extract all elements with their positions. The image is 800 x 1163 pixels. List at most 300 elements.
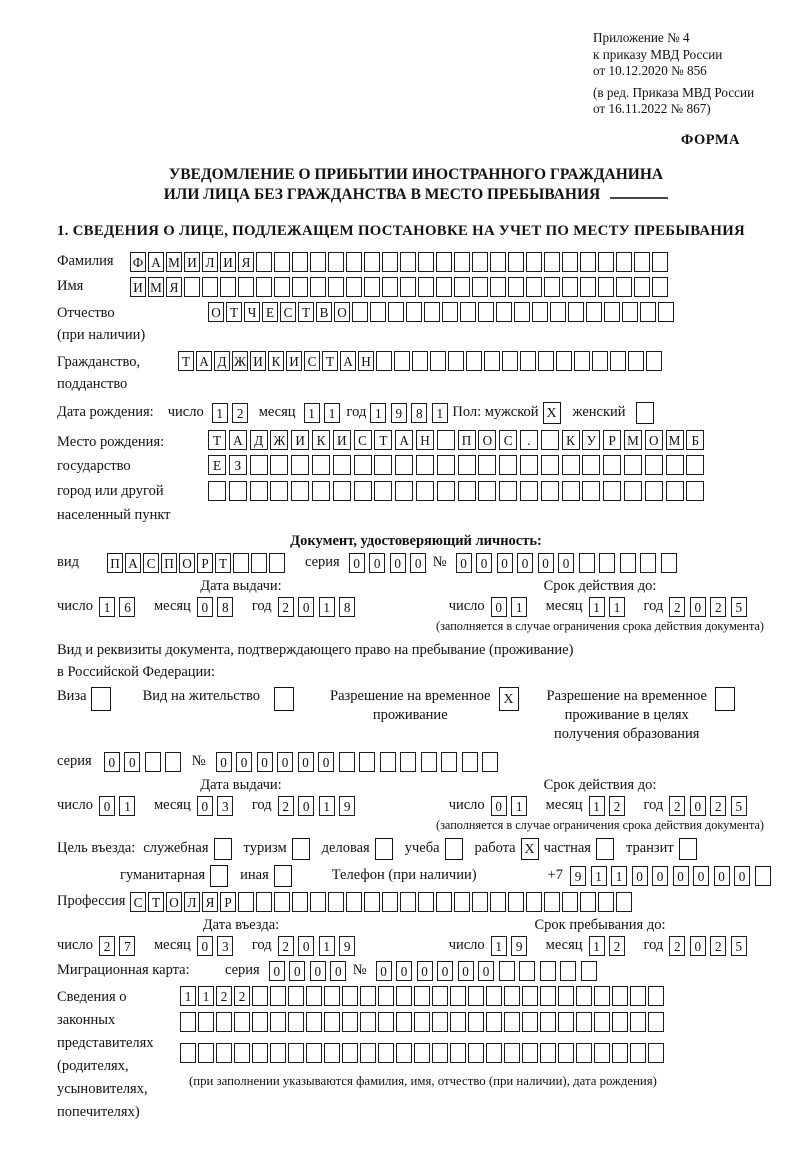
- char-box[interactable]: [628, 351, 644, 371]
- char-box[interactable]: [468, 986, 484, 1006]
- char-box[interactable]: [306, 1043, 322, 1063]
- char-box[interactable]: 0: [298, 752, 314, 772]
- char-box[interactable]: [620, 553, 636, 573]
- char-box[interactable]: Л: [202, 252, 218, 272]
- char-box[interactable]: Т: [374, 430, 392, 450]
- char-box[interactable]: 6: [119, 597, 135, 617]
- char-box[interactable]: Т: [298, 302, 314, 322]
- char-box[interactable]: [540, 986, 556, 1006]
- char-box[interactable]: [504, 1043, 520, 1063]
- char-box[interactable]: 1: [432, 403, 448, 423]
- char-box[interactable]: [292, 892, 308, 912]
- char-box[interactable]: 1: [591, 866, 607, 886]
- char-box[interactable]: [541, 455, 559, 475]
- female-checkbox[interactable]: [636, 402, 654, 424]
- char-box[interactable]: [324, 1012, 340, 1032]
- char-box[interactable]: [180, 1043, 196, 1063]
- char-box[interactable]: 1: [324, 403, 340, 423]
- char-box[interactable]: 0: [538, 553, 554, 573]
- char-box[interactable]: [562, 277, 578, 297]
- char-box[interactable]: [499, 961, 515, 981]
- char-box[interactable]: [624, 481, 642, 501]
- purpose-official-checkbox[interactable]: [214, 838, 232, 860]
- char-box[interactable]: [310, 252, 326, 272]
- char-box[interactable]: [288, 1043, 304, 1063]
- char-box[interactable]: Т: [208, 430, 226, 450]
- char-box[interactable]: [576, 1012, 592, 1032]
- char-box[interactable]: [599, 553, 615, 573]
- char-box[interactable]: [328, 277, 344, 297]
- char-box[interactable]: П: [161, 553, 177, 573]
- char-box[interactable]: 1: [511, 597, 527, 617]
- char-box[interactable]: А: [148, 252, 164, 272]
- char-box[interactable]: [412, 351, 428, 371]
- char-box[interactable]: 1: [511, 796, 527, 816]
- char-box[interactable]: [328, 252, 344, 272]
- char-box[interactable]: [610, 351, 626, 371]
- char-box[interactable]: 8: [217, 597, 233, 617]
- char-box[interactable]: [472, 252, 488, 272]
- char-box[interactable]: О: [208, 302, 224, 322]
- char-box[interactable]: [598, 277, 614, 297]
- char-box[interactable]: [522, 1043, 538, 1063]
- char-box[interactable]: М: [666, 430, 684, 450]
- char-box[interactable]: [458, 481, 476, 501]
- char-box[interactable]: Р: [220, 892, 236, 912]
- char-box[interactable]: [376, 351, 392, 371]
- char-box[interactable]: Т: [178, 351, 194, 371]
- char-box[interactable]: С: [130, 892, 146, 912]
- char-box[interactable]: А: [196, 351, 212, 371]
- char-box[interactable]: [324, 1043, 340, 1063]
- char-box[interactable]: [519, 961, 535, 981]
- char-box[interactable]: [220, 277, 236, 297]
- purpose-work-checkbox[interactable]: X: [521, 838, 539, 860]
- char-box[interactable]: 2: [278, 597, 294, 617]
- char-box[interactable]: [541, 430, 559, 450]
- char-box[interactable]: 2: [609, 796, 625, 816]
- char-box[interactable]: [504, 986, 520, 1006]
- char-box[interactable]: 0: [197, 936, 213, 956]
- char-box[interactable]: [484, 351, 500, 371]
- char-box[interactable]: М: [624, 430, 642, 450]
- char-box[interactable]: [612, 986, 628, 1006]
- char-box[interactable]: [432, 1012, 448, 1032]
- char-box[interactable]: [540, 1043, 556, 1063]
- char-box[interactable]: Ч: [244, 302, 260, 322]
- char-box[interactable]: [252, 1043, 268, 1063]
- char-box[interactable]: 1: [198, 986, 214, 1006]
- char-box[interactable]: [686, 481, 704, 501]
- char-box[interactable]: О: [179, 553, 195, 573]
- char-box[interactable]: [346, 892, 362, 912]
- char-box[interactable]: [292, 277, 308, 297]
- char-box[interactable]: 9: [339, 936, 355, 956]
- char-box[interactable]: [508, 252, 524, 272]
- char-box[interactable]: Ф: [130, 252, 146, 272]
- char-box[interactable]: [359, 752, 375, 772]
- char-box[interactable]: [198, 1043, 214, 1063]
- char-box[interactable]: 1: [180, 986, 196, 1006]
- char-box[interactable]: [400, 277, 416, 297]
- char-box[interactable]: [360, 1012, 376, 1032]
- char-box[interactable]: П: [458, 430, 476, 450]
- char-box[interactable]: [333, 481, 351, 501]
- char-box[interactable]: [634, 277, 650, 297]
- char-box[interactable]: [594, 986, 610, 1006]
- char-box[interactable]: А: [229, 430, 247, 450]
- char-box[interactable]: [436, 277, 452, 297]
- char-box[interactable]: 2: [669, 936, 685, 956]
- char-box[interactable]: [414, 986, 430, 1006]
- char-box[interactable]: 0: [458, 961, 474, 981]
- char-box[interactable]: 0: [491, 597, 507, 617]
- char-box[interactable]: 1: [212, 403, 228, 423]
- char-box[interactable]: И: [291, 430, 309, 450]
- char-box[interactable]: 0: [104, 752, 120, 772]
- char-box[interactable]: [502, 351, 518, 371]
- char-box[interactable]: [582, 481, 600, 501]
- char-box[interactable]: [490, 252, 506, 272]
- char-box[interactable]: 0: [236, 752, 252, 772]
- char-box[interactable]: [624, 455, 642, 475]
- char-box[interactable]: 1: [589, 796, 605, 816]
- char-box[interactable]: [333, 455, 351, 475]
- char-box[interactable]: [432, 1043, 448, 1063]
- char-box[interactable]: Я: [166, 277, 182, 297]
- char-box[interactable]: И: [130, 277, 146, 297]
- char-box[interactable]: 2: [609, 936, 625, 956]
- char-box[interactable]: [598, 892, 614, 912]
- char-box[interactable]: 0: [269, 961, 285, 981]
- char-box[interactable]: 0: [652, 866, 668, 886]
- char-box[interactable]: [562, 892, 578, 912]
- char-box[interactable]: [354, 455, 372, 475]
- char-box[interactable]: 0: [277, 752, 293, 772]
- char-box[interactable]: 9: [511, 936, 527, 956]
- char-box[interactable]: [666, 455, 684, 475]
- char-box[interactable]: [478, 481, 496, 501]
- char-box[interactable]: [198, 1012, 214, 1032]
- char-box[interactable]: Т: [322, 351, 338, 371]
- char-box[interactable]: [603, 481, 621, 501]
- char-box[interactable]: 0: [478, 961, 494, 981]
- char-box[interactable]: [342, 1043, 358, 1063]
- char-box[interactable]: 2: [216, 986, 232, 1006]
- char-box[interactable]: [454, 277, 470, 297]
- char-box[interactable]: Д: [214, 351, 230, 371]
- char-box[interactable]: [454, 892, 470, 912]
- char-box[interactable]: [251, 553, 267, 573]
- char-box[interactable]: [374, 481, 392, 501]
- char-box[interactable]: [291, 455, 309, 475]
- char-box[interactable]: М: [166, 252, 182, 272]
- char-box[interactable]: [562, 252, 578, 272]
- char-box[interactable]: 2: [278, 936, 294, 956]
- char-box[interactable]: [437, 455, 455, 475]
- char-box[interactable]: [604, 302, 620, 322]
- char-box[interactable]: 0: [298, 597, 314, 617]
- char-box[interactable]: [616, 892, 632, 912]
- char-box[interactable]: [339, 752, 355, 772]
- char-box[interactable]: [526, 277, 542, 297]
- char-box[interactable]: [352, 302, 368, 322]
- char-box[interactable]: 9: [570, 866, 586, 886]
- char-box[interactable]: [312, 481, 330, 501]
- char-box[interactable]: И: [333, 430, 351, 450]
- purpose-study-checkbox[interactable]: [445, 838, 463, 860]
- char-box[interactable]: А: [395, 430, 413, 450]
- char-box[interactable]: [562, 455, 580, 475]
- char-box[interactable]: [374, 455, 392, 475]
- char-box[interactable]: [496, 302, 512, 322]
- char-box[interactable]: [594, 1043, 610, 1063]
- char-box[interactable]: [378, 1043, 394, 1063]
- char-box[interactable]: И: [184, 252, 200, 272]
- char-box[interactable]: [645, 481, 663, 501]
- char-box[interactable]: [396, 1012, 412, 1032]
- char-box[interactable]: [592, 351, 608, 371]
- char-box[interactable]: [558, 1043, 574, 1063]
- char-box[interactable]: [165, 752, 181, 772]
- char-box[interactable]: [256, 277, 272, 297]
- purpose-tourism-checkbox[interactable]: [292, 838, 310, 860]
- char-box[interactable]: [478, 455, 496, 475]
- char-box[interactable]: Е: [208, 455, 226, 475]
- char-box[interactable]: [382, 252, 398, 272]
- char-box[interactable]: 1: [609, 597, 625, 617]
- char-box[interactable]: 2: [99, 936, 115, 956]
- char-box[interactable]: А: [340, 351, 356, 371]
- char-box[interactable]: [274, 892, 290, 912]
- char-box[interactable]: [421, 752, 437, 772]
- char-box[interactable]: 9: [391, 403, 407, 423]
- char-box[interactable]: [442, 302, 458, 322]
- char-box[interactable]: 0: [298, 796, 314, 816]
- char-box[interactable]: [250, 455, 268, 475]
- char-box[interactable]: [370, 302, 386, 322]
- char-box[interactable]: [634, 252, 650, 272]
- char-box[interactable]: [342, 986, 358, 1006]
- char-box[interactable]: [526, 252, 542, 272]
- char-box[interactable]: В: [316, 302, 332, 322]
- char-box[interactable]: [270, 481, 288, 501]
- char-box[interactable]: [306, 1012, 322, 1032]
- char-box[interactable]: 0: [410, 553, 426, 573]
- char-box[interactable]: [233, 553, 249, 573]
- char-box[interactable]: [354, 481, 372, 501]
- char-box[interactable]: 0: [124, 752, 140, 772]
- char-box[interactable]: [486, 1043, 502, 1063]
- char-box[interactable]: [580, 252, 596, 272]
- char-box[interactable]: [270, 1012, 286, 1032]
- char-box[interactable]: [580, 277, 596, 297]
- char-box[interactable]: [630, 1012, 646, 1032]
- char-box[interactable]: [441, 752, 457, 772]
- char-box[interactable]: [437, 481, 455, 501]
- char-box[interactable]: [229, 481, 247, 501]
- char-box[interactable]: [450, 986, 466, 1006]
- char-box[interactable]: [414, 1043, 430, 1063]
- char-box[interactable]: [400, 752, 416, 772]
- char-box[interactable]: [560, 961, 576, 981]
- char-box[interactable]: [416, 481, 434, 501]
- char-box[interactable]: 2: [232, 403, 248, 423]
- char-box[interactable]: О: [478, 430, 496, 450]
- char-box[interactable]: [520, 481, 538, 501]
- char-box[interactable]: 0: [330, 961, 346, 981]
- char-box[interactable]: [238, 892, 254, 912]
- char-box[interactable]: С: [304, 351, 320, 371]
- char-box[interactable]: 1: [304, 403, 320, 423]
- char-box[interactable]: [436, 252, 452, 272]
- char-box[interactable]: [274, 277, 290, 297]
- char-box[interactable]: 0: [298, 936, 314, 956]
- char-box[interactable]: 0: [690, 597, 706, 617]
- char-box[interactable]: [622, 302, 638, 322]
- char-box[interactable]: [454, 252, 470, 272]
- char-box[interactable]: О: [166, 892, 182, 912]
- char-box[interactable]: [558, 1012, 574, 1032]
- purpose-other-checkbox[interactable]: [274, 865, 292, 887]
- char-box[interactable]: [328, 892, 344, 912]
- char-box[interactable]: Е: [262, 302, 278, 322]
- char-box[interactable]: 0: [197, 796, 213, 816]
- char-box[interactable]: 3: [217, 796, 233, 816]
- char-box[interactable]: [418, 892, 434, 912]
- char-box[interactable]: [180, 1012, 196, 1032]
- char-box[interactable]: 0: [390, 553, 406, 573]
- char-box[interactable]: 5: [731, 936, 747, 956]
- char-box[interactable]: [364, 277, 380, 297]
- char-box[interactable]: С: [143, 553, 159, 573]
- char-box[interactable]: 5: [731, 597, 747, 617]
- char-box[interactable]: [514, 302, 530, 322]
- char-box[interactable]: [646, 351, 662, 371]
- char-box[interactable]: Т: [148, 892, 164, 912]
- char-box[interactable]: 0: [632, 866, 648, 886]
- char-box[interactable]: О: [645, 430, 663, 450]
- char-box[interactable]: [400, 892, 416, 912]
- char-box[interactable]: [346, 277, 362, 297]
- char-box[interactable]: [468, 1043, 484, 1063]
- char-box[interactable]: 0: [497, 553, 513, 573]
- char-box[interactable]: 0: [437, 961, 453, 981]
- char-box[interactable]: [208, 481, 226, 501]
- char-box[interactable]: [612, 1012, 628, 1032]
- char-box[interactable]: [288, 986, 304, 1006]
- char-box[interactable]: [538, 351, 554, 371]
- char-box[interactable]: [508, 277, 524, 297]
- char-box[interactable]: [270, 455, 288, 475]
- char-box[interactable]: [395, 481, 413, 501]
- char-box[interactable]: 0: [197, 597, 213, 617]
- char-box[interactable]: [478, 302, 494, 322]
- char-box[interactable]: [250, 481, 268, 501]
- char-box[interactable]: Я: [238, 252, 254, 272]
- char-box[interactable]: 8: [339, 597, 355, 617]
- char-box[interactable]: [579, 553, 595, 573]
- char-box[interactable]: [544, 892, 560, 912]
- char-box[interactable]: 1: [370, 403, 386, 423]
- char-box[interactable]: 1: [319, 796, 335, 816]
- char-box[interactable]: [580, 892, 596, 912]
- char-box[interactable]: [288, 1012, 304, 1032]
- char-box[interactable]: 0: [349, 553, 365, 573]
- char-box[interactable]: 0: [257, 752, 273, 772]
- char-box[interactable]: С: [280, 302, 296, 322]
- char-box[interactable]: 9: [339, 796, 355, 816]
- char-box[interactable]: 0: [216, 752, 232, 772]
- char-box[interactable]: Т: [226, 302, 242, 322]
- char-box[interactable]: Ж: [270, 430, 288, 450]
- char-box[interactable]: [645, 455, 663, 475]
- char-box[interactable]: Р: [197, 553, 213, 573]
- char-box[interactable]: [658, 302, 674, 322]
- char-box[interactable]: 8: [411, 403, 427, 423]
- char-box[interactable]: [486, 1012, 502, 1032]
- char-box[interactable]: [652, 277, 668, 297]
- char-box[interactable]: 1: [119, 796, 135, 816]
- char-box[interactable]: 0: [376, 961, 392, 981]
- char-box[interactable]: 2: [710, 796, 726, 816]
- char-box[interactable]: 1: [99, 597, 115, 617]
- char-box[interactable]: [598, 252, 614, 272]
- char-box[interactable]: [630, 1043, 646, 1063]
- char-box[interactable]: [416, 455, 434, 475]
- char-box[interactable]: 0: [734, 866, 750, 886]
- char-box[interactable]: [581, 961, 597, 981]
- char-box[interactable]: К: [562, 430, 580, 450]
- char-box[interactable]: [378, 1012, 394, 1032]
- residence-permit-checkbox[interactable]: [274, 687, 294, 711]
- char-box[interactable]: [568, 302, 584, 322]
- char-box[interactable]: [424, 302, 440, 322]
- char-box[interactable]: [234, 1043, 250, 1063]
- char-box[interactable]: 0: [396, 961, 412, 981]
- char-box[interactable]: 0: [714, 866, 730, 886]
- char-box[interactable]: [499, 481, 517, 501]
- char-box[interactable]: 2: [278, 796, 294, 816]
- char-box[interactable]: [532, 302, 548, 322]
- char-box[interactable]: Б: [686, 430, 704, 450]
- char-box[interactable]: 2: [710, 936, 726, 956]
- char-box[interactable]: 1: [491, 936, 507, 956]
- char-box[interactable]: [616, 252, 632, 272]
- char-box[interactable]: [396, 1043, 412, 1063]
- char-box[interactable]: [360, 986, 376, 1006]
- char-box[interactable]: [430, 351, 446, 371]
- char-box[interactable]: 0: [476, 553, 492, 573]
- char-box[interactable]: 0: [690, 796, 706, 816]
- char-box[interactable]: 0: [693, 866, 709, 886]
- char-box[interactable]: 2: [669, 796, 685, 816]
- char-box[interactable]: [490, 892, 506, 912]
- char-box[interactable]: Н: [358, 351, 374, 371]
- char-box[interactable]: [504, 1012, 520, 1032]
- char-box[interactable]: [499, 455, 517, 475]
- char-box[interactable]: 1: [319, 936, 335, 956]
- char-box[interactable]: [522, 986, 538, 1006]
- char-box[interactable]: [458, 455, 476, 475]
- char-box[interactable]: [586, 302, 602, 322]
- char-box[interactable]: [562, 481, 580, 501]
- char-box[interactable]: [252, 986, 268, 1006]
- char-box[interactable]: [388, 302, 404, 322]
- char-box[interactable]: [396, 986, 412, 1006]
- char-box[interactable]: [558, 986, 574, 1006]
- char-box[interactable]: [661, 553, 677, 573]
